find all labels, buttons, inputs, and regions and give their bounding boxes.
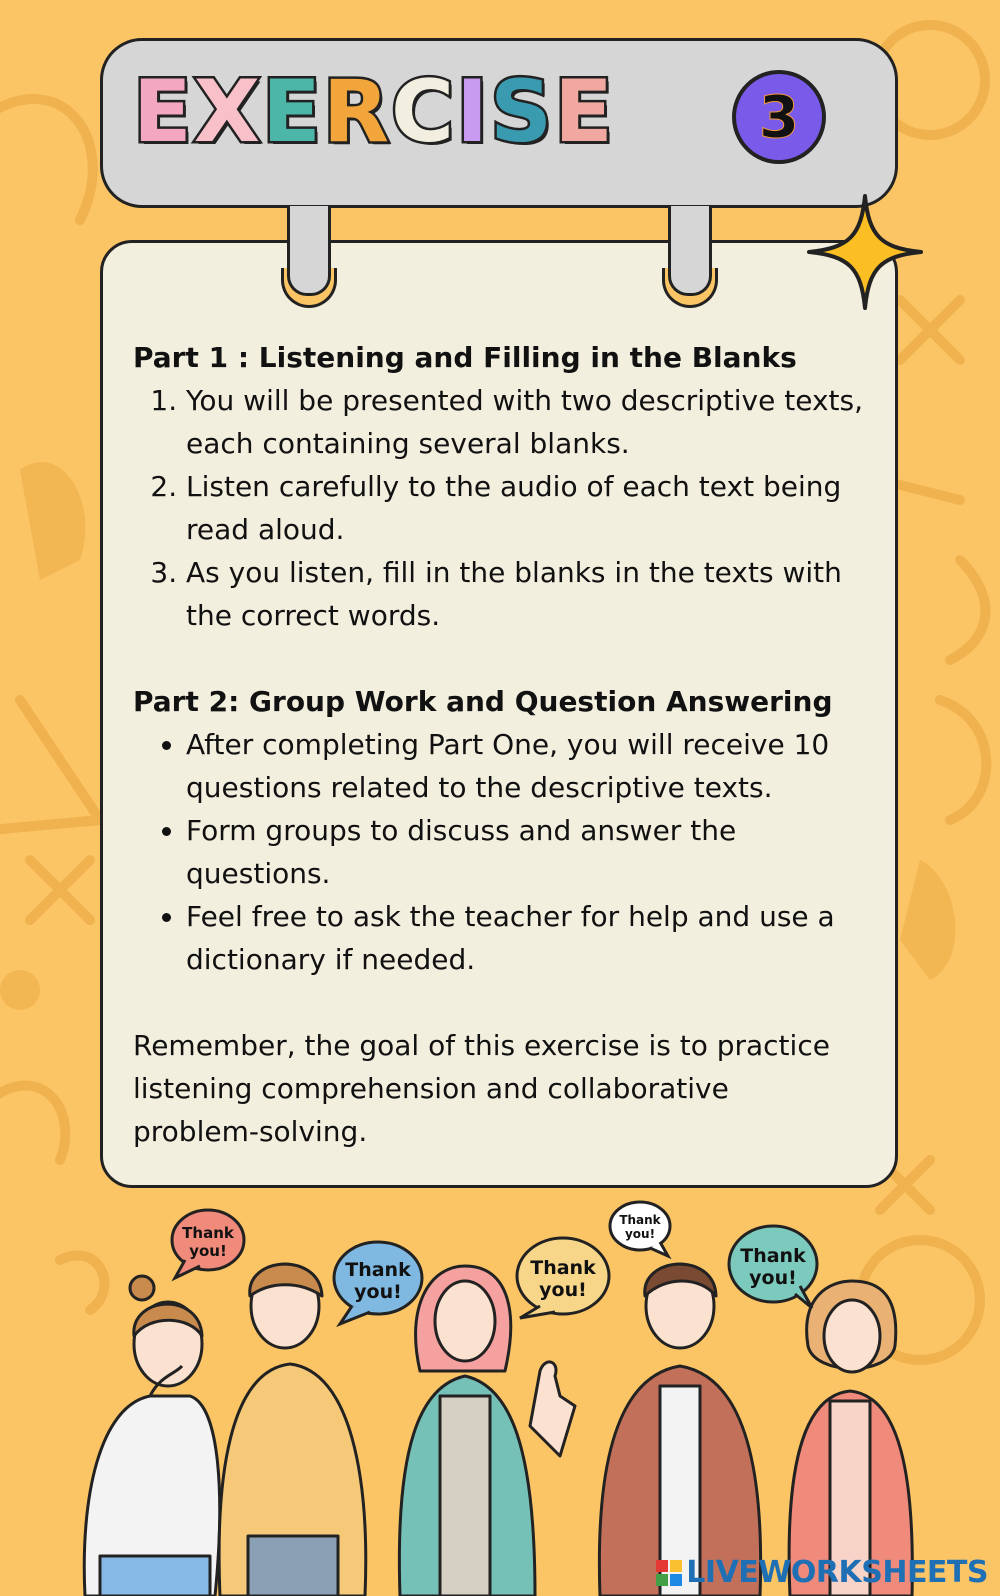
- people-illustration: [0, 1196, 1000, 1596]
- title-letter: I: [456, 62, 489, 162]
- person-5-illustration: [789, 1281, 912, 1596]
- sparkle-star-icon: [805, 192, 925, 312]
- list-item: 3. As you listen, fill in the blanks in the texts with the correct words.: [186, 551, 863, 637]
- list-item: • Form groups to discuss and answer the questions.: [186, 809, 863, 895]
- liveworksheets-logo-icon: [656, 1560, 682, 1586]
- title-letter: E: [554, 62, 613, 162]
- bubble-text: you!: [189, 1242, 227, 1260]
- list-item: 2. Listen carefully to the audio of each text being read aloud.: [186, 465, 863, 551]
- brand-name: LIVEWORKSHEETS: [686, 1555, 988, 1590]
- title-letter: X: [193, 62, 261, 162]
- bubble-text: Thank: [619, 1213, 661, 1227]
- bubble-text: you!: [749, 1267, 797, 1289]
- speech-bubble: [517, 1238, 609, 1318]
- part1-heading: Part 1 : Listening and Filling in the Blanks: [133, 341, 797, 374]
- title-letter: E: [262, 62, 321, 162]
- part1-list: [133, 379, 863, 637]
- hanger-post-right: [668, 206, 712, 296]
- bubble-text: Thank: [182, 1224, 234, 1242]
- bubble-text: Thank: [530, 1257, 596, 1279]
- exercise-number: 3: [758, 83, 800, 151]
- list-item: • Feel free to ask the teacher for help and use a dictionary if needed.: [186, 895, 863, 981]
- bubble-text: you!: [539, 1279, 587, 1301]
- person-3-illustration: [399, 1266, 575, 1596]
- brand-watermark[interactable]: [656, 1555, 988, 1590]
- page-title: [133, 62, 615, 162]
- speech-bubble: [729, 1226, 817, 1308]
- bubble-text: Thank: [345, 1259, 411, 1281]
- closing-remark: Remember, the goal of this exercise is to practice listening comprehension and collaborative problem-solving.: [133, 1029, 830, 1148]
- title-letter: R: [322, 62, 390, 162]
- list-item: 1. You will be presented with two descriptive texts, each containing several blanks.: [186, 379, 863, 465]
- title-letter: C: [391, 62, 455, 162]
- exercise-number-badge: [732, 70, 826, 164]
- person-4-illustration: [599, 1264, 760, 1596]
- bubble-text: you!: [354, 1281, 402, 1303]
- part2-list: [133, 723, 863, 981]
- title-letter: E: [133, 62, 192, 162]
- person-2-illustration: [219, 1264, 366, 1596]
- hanger-post-left: [287, 206, 331, 296]
- speech-bubble: [610, 1202, 670, 1256]
- person-1-illustration: [84, 1276, 219, 1596]
- part2-heading: Part 2: Group Work and Question Answering: [133, 685, 833, 718]
- bubble-text: Thank: [740, 1245, 806, 1267]
- list-item: • After completing Part One, you will receive 10 questions related to the descriptive texts.: [186, 723, 863, 809]
- bubble-text: you!: [624, 1227, 656, 1241]
- instructions-content: [133, 336, 863, 1153]
- speech-bubble: [172, 1210, 244, 1278]
- speech-bubble: [334, 1242, 422, 1324]
- title-letter: S: [490, 62, 553, 162]
